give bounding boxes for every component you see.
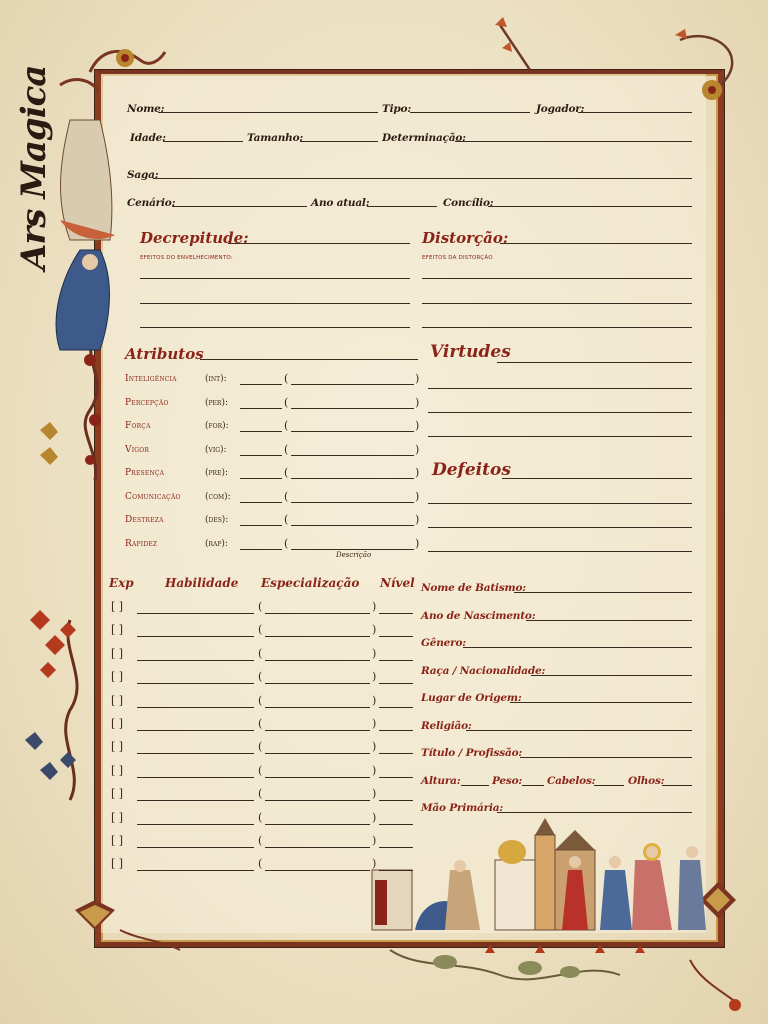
field-nome-batismo[interactable] (514, 592, 692, 593)
attribute-abbr: (des): (205, 515, 229, 525)
paren-close: ) (372, 623, 377, 636)
heading-decrepitude: Decrepitude: (140, 229, 249, 247)
ability-name-field[interactable] (137, 660, 254, 661)
col-especializacao: Especialização (261, 576, 360, 590)
ability-name-field[interactable] (137, 636, 254, 637)
specialization-field[interactable] (265, 870, 370, 871)
field-altura[interactable] (461, 785, 489, 786)
attribute-score-field[interactable] (240, 478, 282, 479)
attribute-abbr: (com): (205, 492, 231, 502)
label-nome: Nome: (127, 103, 165, 115)
attribute-abbr: (rap): (205, 539, 228, 549)
field-idade[interactable] (163, 141, 243, 142)
attribute-name: Rapidez (125, 539, 158, 549)
label-cenario: Cenário: (127, 197, 176, 209)
field-distorcao-line-2[interactable] (422, 303, 692, 304)
attribute-description-field[interactable] (291, 431, 414, 432)
field-religiao[interactable] (466, 730, 692, 731)
paren-open: ( (284, 372, 289, 385)
paren-open: ( (258, 787, 263, 800)
field-olhos[interactable] (662, 785, 692, 786)
label-efeitos-distorcao: EFEITOS DA DISTORÇÃO (422, 255, 493, 261)
label-raca: Raça / Nacionalidade: (421, 665, 546, 677)
paren-close: ) (372, 857, 377, 870)
field-cabelos[interactable] (594, 785, 624, 786)
label-saga: Saga: (127, 169, 159, 181)
attribute-name: Inteligência (125, 374, 177, 384)
ability-name-field[interactable] (137, 870, 254, 871)
virtudes-underline (497, 362, 692, 363)
specialization-field[interactable] (265, 636, 370, 637)
exp-checkbox[interactable]: [ ] (111, 857, 124, 870)
exp-checkbox[interactable]: [ ] (111, 811, 124, 824)
field-defeito-1[interactable] (428, 503, 692, 504)
col-nivel: Nível (380, 576, 415, 590)
field-virtude-1[interactable] (428, 388, 692, 389)
field-decrepitude-line-1[interactable] (140, 278, 410, 279)
attribute-score-field[interactable] (240, 431, 282, 432)
specialization-field[interactable] (265, 847, 370, 848)
exp-checkbox[interactable]: [ ] (111, 694, 124, 707)
field-tamanho[interactable] (300, 141, 378, 142)
paren-close: ) (372, 647, 377, 660)
field-defeito-3[interactable] (428, 551, 692, 552)
label-tamanho: Tamanho: (247, 132, 304, 144)
attribute-description-field[interactable] (291, 408, 414, 409)
bottom-vine-ornament (390, 950, 620, 979)
paren-open: ( (258, 764, 263, 777)
paren-close: ) (372, 834, 377, 847)
specialization-field[interactable] (265, 730, 370, 731)
field-peso[interactable] (522, 785, 544, 786)
field-jogador[interactable] (578, 112, 692, 113)
label-religiao: Religião: (421, 720, 472, 732)
paren-open: ( (258, 670, 263, 683)
field-decrepitude[interactable] (228, 243, 410, 244)
label-tipo: Tipo: (382, 103, 412, 115)
ability-level-field[interactable] (379, 730, 413, 731)
label-ano-nascimento: Ano de Nascimento: (421, 610, 536, 622)
paren-close: ) (372, 811, 377, 824)
attribute-description-field[interactable] (291, 478, 414, 479)
ability-name-field[interactable] (137, 800, 254, 801)
attribute-description-field[interactable] (291, 549, 414, 550)
ability-level-field[interactable] (379, 636, 413, 637)
field-virtude-2[interactable] (428, 412, 692, 413)
ability-level-field[interactable] (379, 847, 413, 848)
paren-close: ) (372, 787, 377, 800)
label-idade: Idade: (130, 132, 166, 144)
ability-level-field[interactable] (379, 800, 413, 801)
title-ars-magica: Ars Magica (14, 65, 54, 270)
paren-close: ) (415, 537, 420, 550)
field-distorcao-line-1[interactable] (422, 278, 692, 279)
label-mao-primaria: Mão Primária: (421, 802, 504, 814)
ability-level-field[interactable] (379, 753, 413, 754)
ability-level-field[interactable] (379, 683, 413, 684)
exp-checkbox[interactable]: [ ] (111, 787, 124, 800)
label-peso: Peso: (492, 775, 523, 787)
ability-level-field[interactable] (379, 824, 413, 825)
ability-level-field[interactable] (379, 707, 413, 708)
col-exp: Exp (109, 576, 134, 590)
left-figures-illustration (56, 120, 115, 350)
heading-atributos: Atributos (125, 345, 204, 363)
field-virtude-3[interactable] (428, 436, 692, 437)
ability-name-field[interactable] (137, 707, 254, 708)
attribute-name: Vigor (125, 445, 150, 455)
paren-open: ( (284, 513, 289, 526)
attribute-score-field[interactable] (240, 525, 282, 526)
label-olhos: Olhos: (628, 775, 665, 787)
paren-close: ) (415, 372, 420, 385)
field-distorcao[interactable] (500, 243, 692, 244)
exp-checkbox[interactable]: [ ] (111, 647, 124, 660)
attribute-score-field[interactable] (240, 384, 282, 385)
paren-close: ) (415, 443, 420, 456)
label-jogador: Jogador: (536, 103, 585, 115)
ability-name-field[interactable] (137, 613, 254, 614)
paren-open: ( (284, 490, 289, 503)
paren-open: ( (258, 600, 263, 613)
specialization-field[interactable] (265, 777, 370, 778)
label-descricao: Descrição (336, 551, 372, 559)
field-defeito-2[interactable] (428, 527, 692, 528)
paren-open: ( (258, 694, 263, 707)
field-genero[interactable] (463, 647, 692, 648)
specialization-field[interactable] (265, 683, 370, 684)
field-distorcao-line-3[interactable] (422, 327, 692, 328)
attribute-abbr: (for): (205, 421, 229, 431)
ability-name-field[interactable] (137, 683, 254, 684)
attribute-score-field[interactable] (240, 502, 282, 503)
paren-open: ( (284, 419, 289, 432)
ability-name-field[interactable] (137, 753, 254, 754)
paren-open: ( (284, 443, 289, 456)
attribute-description-field[interactable] (291, 525, 414, 526)
attribute-name: Presença (125, 468, 165, 478)
exp-checkbox[interactable]: [ ] (111, 623, 124, 636)
paren-close: ) (372, 600, 377, 613)
attribute-score-field[interactable] (240, 455, 282, 456)
paren-close: ) (372, 694, 377, 707)
field-concilio[interactable] (488, 206, 692, 207)
bottom-scene-illustration (372, 818, 706, 930)
top-left-vine-ornament (60, 51, 165, 90)
paren-open: ( (258, 647, 263, 660)
exp-checkbox[interactable]: [ ] (111, 834, 124, 847)
paren-close: ) (372, 740, 377, 753)
attribute-description-field[interactable] (291, 455, 414, 456)
label-concilio: Concílio: (443, 197, 494, 209)
specialization-field[interactable] (265, 707, 370, 708)
specialization-field[interactable] (265, 660, 370, 661)
paren-open: ( (284, 537, 289, 550)
attribute-abbr: (vig): (205, 445, 227, 455)
ability-name-field[interactable] (137, 847, 254, 848)
ability-level-field[interactable] (379, 660, 413, 661)
field-decrepitude-line-3[interactable] (140, 327, 410, 328)
attribute-description-field[interactable] (291, 384, 414, 385)
paren-close: ) (415, 396, 420, 409)
paren-close: ) (415, 490, 420, 503)
heading-defeitos: Defeitos (432, 460, 511, 480)
attribute-abbr: (pre): (205, 468, 228, 478)
specialization-field[interactable] (265, 824, 370, 825)
ability-name-field[interactable] (137, 824, 254, 825)
label-nome-batismo: Nome de Batismo: (421, 582, 526, 594)
label-lugar-origem: Lugar de Origem: (421, 692, 522, 704)
ability-name-field[interactable] (137, 777, 254, 778)
paren-open: ( (284, 466, 289, 479)
heading-distorcao: Distorção: (422, 229, 509, 247)
specialization-field[interactable] (265, 613, 370, 614)
paren-open: ( (258, 811, 263, 824)
exp-checkbox[interactable]: [ ] (111, 600, 124, 613)
field-cenario[interactable] (172, 206, 307, 207)
attribute-score-field[interactable] (240, 408, 282, 409)
paren-open: ( (284, 396, 289, 409)
label-genero: Gênero: (421, 637, 466, 649)
field-saga[interactable] (153, 178, 692, 179)
heading-virtudes: Virtudes (430, 342, 511, 362)
paren-close: ) (372, 670, 377, 683)
paren-close: ) (415, 419, 420, 432)
paren-open: ( (258, 857, 263, 870)
paren-close: ) (372, 717, 377, 730)
label-cabelos: Cabelos: (547, 775, 596, 787)
exp-checkbox[interactable]: [ ] (111, 717, 124, 730)
col-habilidade: Habilidade (165, 576, 239, 590)
top-right-vine-ornament (500, 25, 732, 95)
field-lugar-origem[interactable] (510, 702, 692, 703)
ability-level-field[interactable] (379, 613, 413, 614)
paren-open: ( (258, 623, 263, 636)
label-efeitos-envelhecimento: EFEITOS DO ENVELHECIMENTO: (140, 255, 233, 261)
attribute-score-field[interactable] (240, 549, 282, 550)
paren-open: ( (258, 740, 263, 753)
attribute-abbr: (per): (205, 398, 228, 408)
attribute-name: Percepção (125, 398, 169, 408)
label-determinacao: Determinação: (382, 132, 466, 144)
attribute-name: Comunicação (125, 492, 181, 502)
field-decrepitude-line-2[interactable] (140, 303, 410, 304)
label-altura: Altura: (421, 775, 461, 787)
field-ano-atual[interactable] (367, 206, 437, 207)
paren-open: ( (258, 834, 263, 847)
field-mao-primaria[interactable] (497, 812, 692, 813)
paren-close: ) (415, 466, 420, 479)
field-tipo[interactable] (410, 112, 530, 113)
field-ano-nascimento[interactable] (526, 620, 692, 621)
attribute-name: Destreza (125, 515, 164, 525)
specialization-field[interactable] (265, 753, 370, 754)
atributos-underline (200, 359, 418, 360)
ability-level-field[interactable] (379, 870, 413, 871)
field-determinacao[interactable] (455, 141, 692, 142)
paren-close: ) (372, 764, 377, 777)
defeitos-underline (502, 478, 692, 479)
label-titulo: Título / Profissão: (421, 747, 523, 759)
ability-level-field[interactable] (379, 777, 413, 778)
attribute-name: Força (125, 421, 151, 431)
field-nome[interactable] (158, 112, 378, 113)
attribute-abbr: (int): (205, 374, 227, 384)
left-column-vine (66, 330, 97, 800)
field-raca[interactable] (531, 675, 692, 676)
paren-close: ) (415, 513, 420, 526)
exp-checkbox[interactable]: [ ] (111, 740, 124, 753)
exp-checkbox[interactable]: [ ] (111, 670, 124, 683)
attribute-description-field[interactable] (291, 502, 414, 503)
bottom-left-corner-ornament (75, 900, 180, 950)
label-ano-atual: Ano atual: (311, 197, 370, 209)
specialization-field[interactable] (265, 800, 370, 801)
exp-checkbox[interactable]: [ ] (111, 764, 124, 777)
field-titulo[interactable] (520, 757, 692, 758)
ability-name-field[interactable] (137, 730, 254, 731)
paren-open: ( (258, 717, 263, 730)
